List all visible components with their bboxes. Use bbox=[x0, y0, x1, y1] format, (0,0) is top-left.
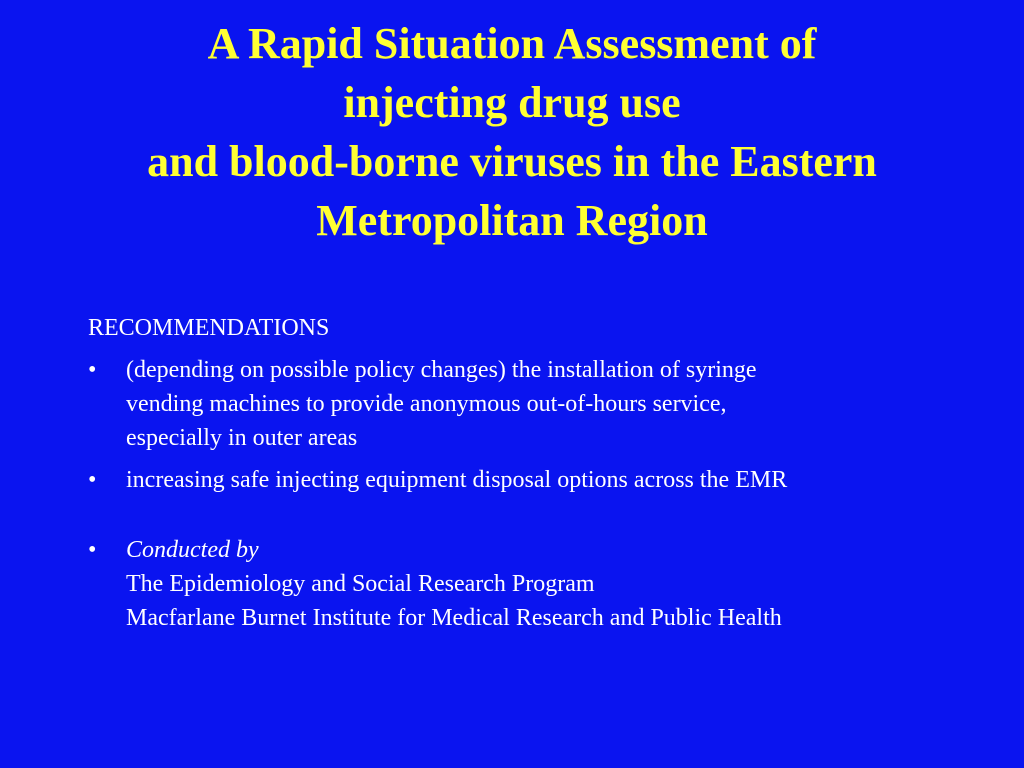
bullet-icon: • bbox=[88, 357, 97, 383]
title-line: Metropolitan Region bbox=[316, 196, 708, 245]
bullet-icon: • bbox=[88, 467, 97, 493]
list-item bbox=[88, 353, 968, 455]
list-item bbox=[88, 463, 968, 497]
credits-program: The Epidemiology and Social Research Program bbox=[126, 571, 595, 597]
credits-item bbox=[88, 533, 968, 635]
title-line: injecting drug use bbox=[343, 78, 681, 127]
slide-body bbox=[88, 311, 968, 643]
recommendations-heading: RECOMMENDATIONS bbox=[88, 315, 330, 341]
credits-institute: Macfarlane Burnet Institute for Medical Research and Public Health bbox=[126, 605, 782, 631]
recommendations-list bbox=[88, 353, 968, 635]
bullet-text-line: especially in outer areas bbox=[126, 425, 358, 451]
slide-title bbox=[60, 14, 964, 250]
title-line: and blood-borne viruses in the Eastern bbox=[147, 137, 877, 186]
credits-label: Conducted by bbox=[126, 537, 259, 563]
bullet-icon: • bbox=[88, 537, 97, 563]
title-line: A Rapid Situation Assessment of bbox=[207, 19, 817, 68]
bullet-text-line: vending machines to provide anonymous out-of-hours service, bbox=[126, 391, 727, 417]
bullet-text-line: increasing safe injecting equipment disposal options across the EMR bbox=[126, 467, 788, 493]
bullet-text-line: (depending on possible policy changes) the installation of syringe bbox=[126, 357, 757, 383]
